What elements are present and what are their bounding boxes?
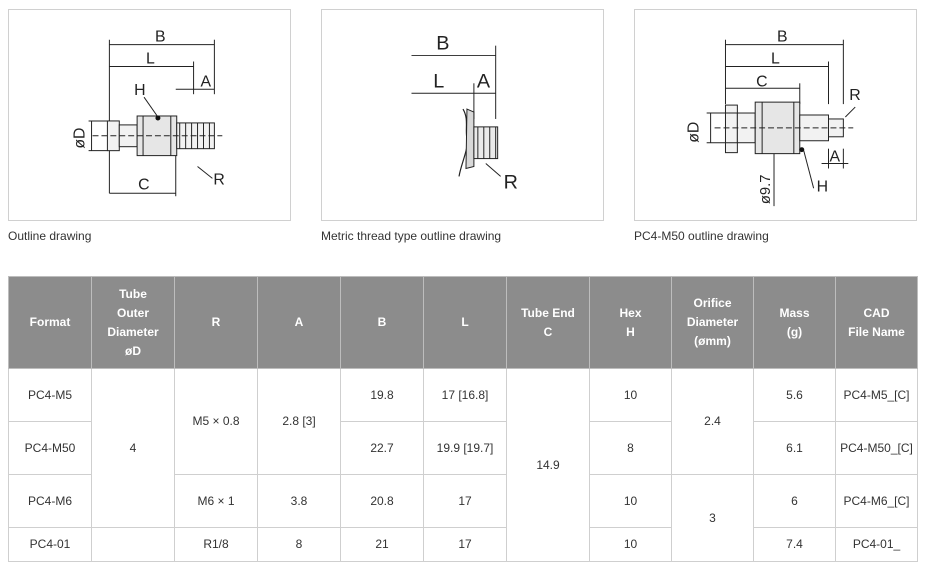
outline-drawing-caption: Outline drawing: [8, 229, 92, 243]
pc4-m50-drawing-svg: [635, 10, 916, 220]
fig2-label-a: A: [476, 70, 491, 93]
cell-r: M6 × 1: [175, 475, 258, 528]
cell-l: 17: [424, 475, 507, 528]
table-row: [9, 369, 918, 422]
cell-b: 21: [341, 528, 424, 562]
cell-b: 22.7: [341, 422, 424, 475]
cell-orifice: 3: [672, 475, 754, 562]
cell-a: 3.8: [258, 475, 341, 528]
fig1-label-h: H: [134, 82, 146, 100]
fig3-label-a: A: [829, 148, 841, 166]
header-format: Format: [9, 277, 92, 369]
cell-orifice: 2.4: [672, 369, 754, 475]
pc4-m50-drawing-caption: PC4-M50 outline drawing: [634, 229, 769, 243]
outline-drawing-svg: [9, 10, 290, 220]
cell-a: 8: [258, 528, 341, 562]
fig3-label-h: H: [816, 178, 829, 196]
cell-format: PC4-M5: [9, 369, 92, 422]
cell-hex: 10: [590, 528, 672, 562]
cell-tube-diameter: 4: [92, 369, 175, 528]
cell-l: 19.9 [19.7]: [424, 422, 507, 475]
cell-format: PC4-M6: [9, 475, 92, 528]
cell-b: 19.8: [341, 369, 424, 422]
cell-hex: 8: [590, 422, 672, 475]
cell-l: 17 [16.8]: [424, 369, 507, 422]
header-orifice-diameter: Orifice Diameter (ømm): [672, 277, 754, 369]
fig3-label-r: R: [849, 87, 861, 105]
fig1-label-c: C: [138, 176, 150, 194]
cell-cad: PC4-M6_[C]: [836, 475, 918, 528]
cell-mass: 6.1: [754, 422, 836, 475]
table-header-row: [9, 277, 918, 369]
cell-cad: PC4-M5_[C]: [836, 369, 918, 422]
fig1-label-b: B: [154, 28, 166, 46]
fig3-label-c: C: [756, 73, 768, 91]
cell-hex: 10: [590, 475, 672, 528]
cell-r: R1/8: [175, 528, 258, 562]
cell-cad: PC4-01_: [836, 528, 918, 562]
cell-tube-diameter-empty: [92, 528, 175, 562]
cell-tube-end-c: 14.9: [507, 369, 590, 562]
fig3-label-d: øD: [685, 121, 703, 143]
spec-table: [8, 276, 918, 562]
cell-a: 2.8 [3]: [258, 369, 341, 475]
fig1-label-a: A: [200, 73, 212, 91]
metric-thread-drawing-figure: [321, 9, 604, 221]
cell-cad: PC4-M50_[C]: [836, 422, 918, 475]
fig2-label-r: R: [503, 171, 518, 194]
header-tube-end-c: Tube End C: [507, 277, 590, 369]
cell-mass: 5.6: [754, 369, 836, 422]
fig1-label-r: R: [213, 171, 225, 189]
cell-b: 20.8: [341, 475, 424, 528]
metric-thread-drawing-svg: [322, 10, 603, 220]
cell-hex: 10: [590, 369, 672, 422]
header-a: A: [258, 277, 341, 369]
fig3-label-l: L: [771, 50, 780, 68]
outline-drawing-figure: [8, 9, 291, 221]
header-tube-outer-diameter: Tube Outer Diameter øD: [92, 277, 175, 369]
cell-r: M5 × 0.8: [175, 369, 258, 475]
cell-mass: 6: [754, 475, 836, 528]
fig3-label-d97: ø9.7: [758, 174, 775, 205]
cell-mass: 7.4: [754, 528, 836, 562]
cell-l: 17: [424, 528, 507, 562]
fig3-label-b: B: [776, 28, 788, 46]
metric-thread-drawing-caption: Metric thread type outline drawing: [321, 229, 502, 243]
header-l: L: [424, 277, 507, 369]
header-mass: Mass (g): [754, 277, 836, 369]
pc4-m50-drawing-figure: [634, 9, 917, 221]
fig1-label-l: L: [146, 50, 155, 68]
cell-format: PC4-01: [9, 528, 92, 562]
cell-format: PC4-M50: [9, 422, 92, 475]
fig2-label-b: B: [436, 32, 450, 55]
header-hex-h: Hex H: [590, 277, 672, 369]
header-b: B: [341, 277, 424, 369]
fig2-label-l: L: [433, 70, 445, 93]
header-r: R: [175, 277, 258, 369]
fig1-label-d: øD: [71, 127, 89, 149]
header-cad-file-name: CAD File Name: [836, 277, 918, 369]
table-row: [9, 528, 918, 562]
